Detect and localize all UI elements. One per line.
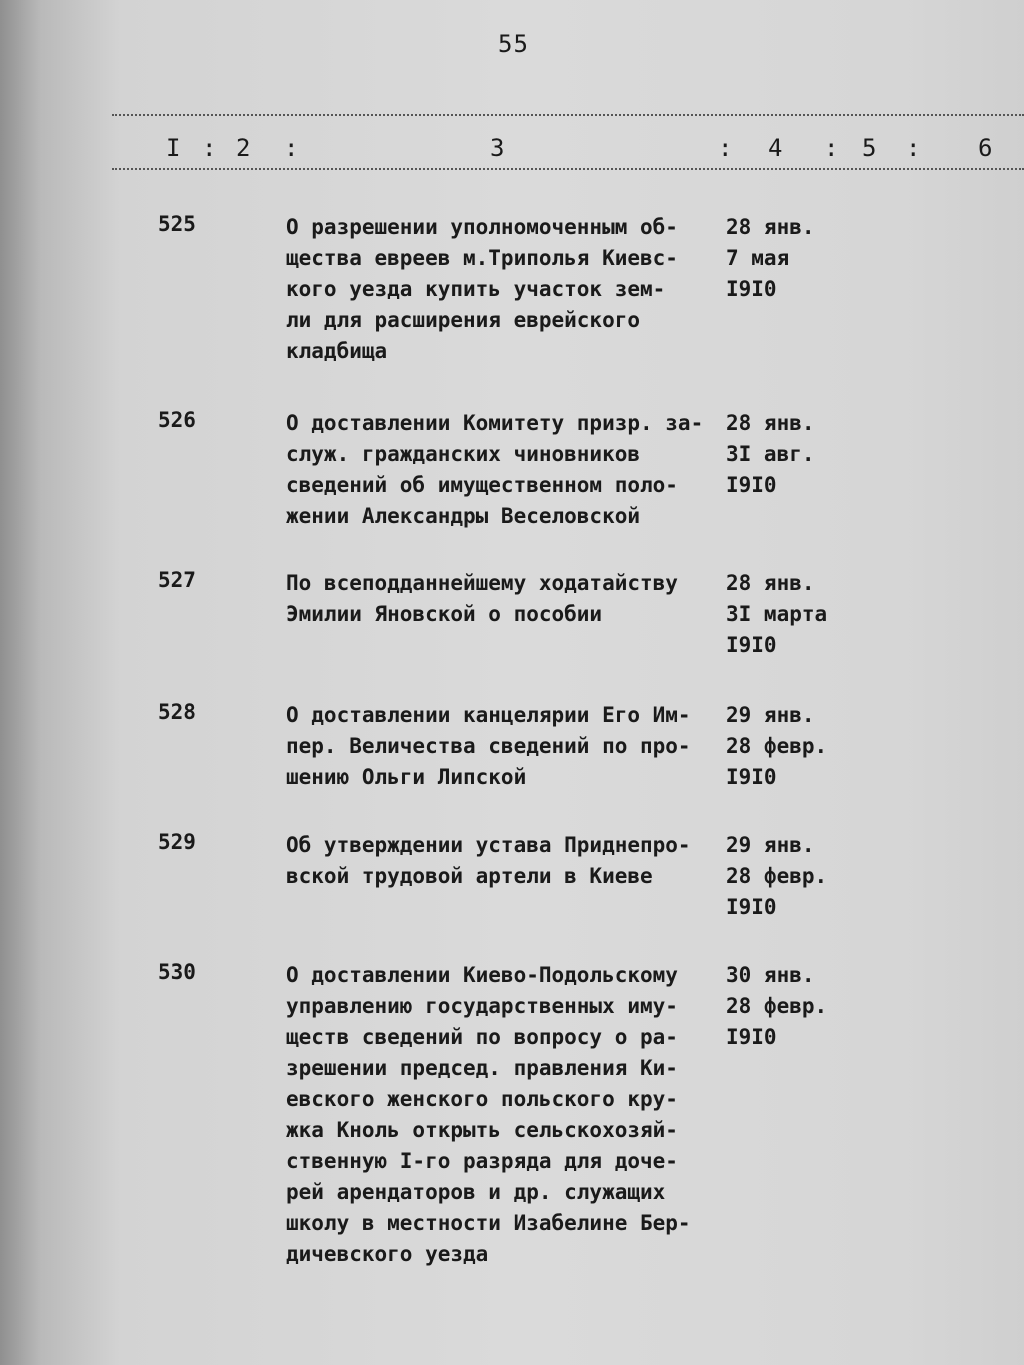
entry-title-line: О разрешении уполномоченным об- [286, 215, 678, 239]
entry-end-date: 28 февр. [726, 734, 828, 758]
entry-title-line: вской трудовой артели в Киеве [286, 864, 653, 888]
header-rule-bottom [112, 168, 1024, 170]
entry-dates [726, 568, 827, 661]
entry-title [286, 212, 716, 367]
entry-title-line: ственную I-го разряда для доче- [286, 1149, 678, 1173]
entry-year: I9I0 [726, 895, 777, 919]
entry-title [286, 700, 716, 793]
entry-title-line: пер. Величества сведений по про- [286, 734, 691, 758]
entry-title-line: кого уезда купить участок зем- [286, 277, 666, 301]
page-number: 55 [498, 30, 529, 58]
entry-start-date: 28 янв. [726, 571, 815, 595]
column-separator: : [718, 134, 733, 162]
entry-title-line: Эмилии Яновской о пособии [286, 602, 603, 626]
header-rule-top [112, 114, 1024, 116]
entry-start-date: 30 янв. [726, 963, 815, 987]
entry-dates [726, 700, 827, 793]
entry-title-line: сведений об имущественном поло- [286, 473, 678, 497]
entry-year: I9I0 [726, 277, 777, 301]
entry-title-line: ли для расширения еврейского [286, 308, 641, 332]
entry-start-date: 29 янв. [726, 703, 815, 727]
entry-number: 525 [158, 212, 196, 236]
column-separator: : [202, 134, 217, 162]
entry-title-line: шению Ольги Липской [286, 765, 527, 789]
entry-year: I9I0 [726, 1025, 777, 1049]
entry-title-line: школу в местности Изабелине Бер- [286, 1211, 691, 1235]
entry-title-line: Об утверждении устава Приднепро- [286, 833, 691, 857]
entry-end-date: 3I авг. [726, 442, 815, 466]
entry-year: I9I0 [726, 765, 777, 789]
entry-title [286, 960, 716, 1270]
entry-year: I9I0 [726, 633, 777, 657]
entry-title-line: По всеподданнейшему ходатайству [286, 571, 678, 595]
entry-end-date: 3I марта [726, 602, 828, 626]
entry-number: 526 [158, 408, 196, 432]
column-header-5: 5 [862, 134, 877, 162]
column-separator: : [824, 134, 839, 162]
entry-number: 527 [158, 568, 196, 592]
entry-dates [726, 212, 815, 305]
entry-title-line: рей арендаторов и др. служащих [286, 1180, 666, 1204]
entry-year: I9I0 [726, 473, 777, 497]
entry-title-line: жении Александры Веселовской [286, 504, 641, 528]
entry-start-date: 28 янв. [726, 411, 815, 435]
entry-dates [726, 830, 827, 923]
entry-end-date: 7 мая [726, 246, 790, 270]
entry-title-line: жка Кноль открыть сельскохозяй- [286, 1118, 678, 1142]
entry-title-line: О доставлении канцелярии Его Им- [286, 703, 691, 727]
entry-title-line: евского женского польского кру- [286, 1087, 678, 1111]
entry-title-line: щества евреев м.Триполья Киевс- [286, 246, 678, 270]
entry-end-date: 28 февр. [726, 994, 828, 1018]
entry-start-date: 28 янв. [726, 215, 815, 239]
entry-number: 529 [158, 830, 196, 854]
entry-title-line: О доставлении Комитету призр. за- [286, 411, 704, 435]
entry-title-line: служ. гражданских чиновников [286, 442, 641, 466]
column-header-6: 6 [978, 134, 993, 162]
entry-start-date: 29 янв. [726, 833, 815, 857]
entry-title-line: зрешении председ. правления Ки- [286, 1056, 678, 1080]
entry-title-line: управлению государственных иму- [286, 994, 678, 1018]
column-header-4: 4 [768, 134, 783, 162]
entry-title-line: О доставлении Киево-Подольскому [286, 963, 678, 987]
entry-dates [726, 960, 827, 1053]
entry-title [286, 408, 716, 532]
entry-number: 528 [158, 700, 196, 724]
entry-title-line: ществ сведений по вопросу о ра- [286, 1025, 678, 1049]
entry-title-line: кладбища [286, 339, 388, 363]
column-separator: : [906, 134, 921, 162]
entry-title [286, 830, 716, 892]
column-separator: : [284, 134, 299, 162]
entry-title [286, 568, 716, 630]
entry-number: 530 [158, 960, 196, 984]
entry-title-line: дичевского уезда [286, 1242, 489, 1266]
column-header-3: 3 [490, 134, 505, 162]
entry-end-date: 28 февр. [726, 864, 828, 888]
entry-dates [726, 408, 815, 501]
column-header-1: I [166, 134, 181, 162]
column-header-2: 2 [236, 134, 251, 162]
